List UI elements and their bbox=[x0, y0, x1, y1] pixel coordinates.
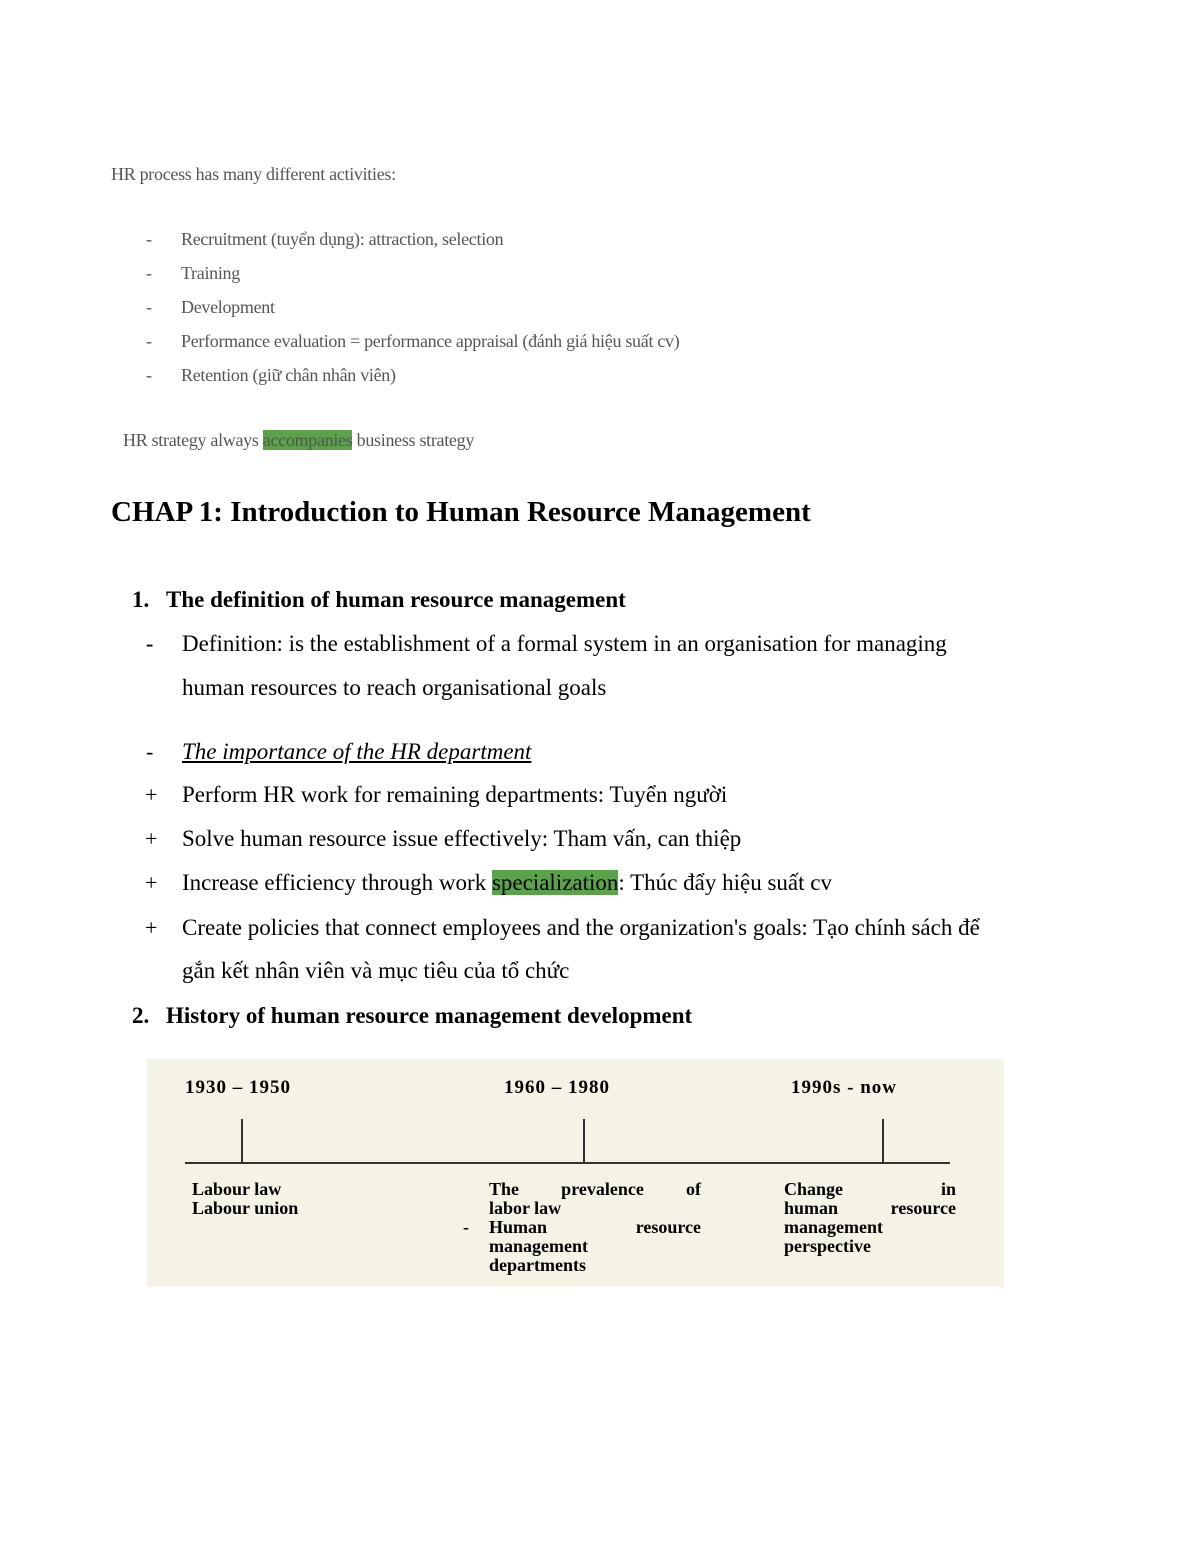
timeline-label-line: labor law bbox=[489, 1198, 562, 1218]
timeline-year: 1990s - now bbox=[791, 1077, 898, 1098]
timeline-label-line: management bbox=[784, 1217, 883, 1237]
timeline-year: 1960 – 1980 bbox=[504, 1077, 610, 1098]
plus-marker: + bbox=[145, 870, 158, 895]
plus-marker: + bbox=[145, 826, 158, 851]
timeline-label-line: perspective bbox=[784, 1236, 871, 1256]
section-number: 2. bbox=[132, 1003, 150, 1028]
timeline-tick bbox=[882, 1119, 884, 1164]
timeline-tick bbox=[583, 1119, 585, 1164]
list-item: Recruitment (tuyển dụng): attraction, selection bbox=[181, 229, 504, 249]
highlight-specialization: specialization bbox=[491, 870, 619, 895]
list-item: Retention (giữ chân nhân viên) bbox=[181, 365, 396, 385]
timeline-label bbox=[784, 1180, 956, 1256]
strategy-text: HR strategy always bbox=[123, 430, 263, 450]
list-dash: - bbox=[146, 631, 154, 656]
timeline-label-text: Human resource bbox=[489, 1217, 701, 1237]
list-dash: - bbox=[146, 739, 154, 764]
timeline-label bbox=[463, 1179, 701, 1275]
timeline-label-line bbox=[463, 1217, 701, 1237]
list-text: Increase efficiency through work bbox=[182, 870, 492, 895]
timeline-label-line: departments bbox=[489, 1255, 586, 1275]
definition-text: human resources to reach organisational goals bbox=[182, 675, 607, 700]
list-item: Perform HR work for remaining departments: Tuyển người bbox=[182, 782, 728, 807]
timeline-tick bbox=[241, 1119, 243, 1164]
intro-lead: HR process has many different activities: bbox=[111, 164, 396, 184]
list-item: Training bbox=[181, 263, 240, 283]
list-item: Development bbox=[181, 297, 275, 317]
timeline-label-line: Change in bbox=[784, 1179, 956, 1199]
strategy-line bbox=[123, 430, 474, 451]
list-item: Solve human resource issue effectively: Tham vấn, can thiệp bbox=[182, 826, 742, 851]
list-item: Create policies that connect employees and the organization's goals: Tạo chính sách để bbox=[182, 915, 980, 940]
strategy-text: business strategy bbox=[352, 430, 475, 450]
list-item bbox=[182, 870, 832, 896]
section-heading: History of human resource management development bbox=[166, 1003, 693, 1028]
timeline-label-line: The prevalence of bbox=[489, 1179, 701, 1199]
timeline-label-line: Labour law bbox=[192, 1179, 282, 1199]
section-number: 1. bbox=[132, 587, 150, 612]
list-dash: - bbox=[146, 263, 152, 283]
definition-text: Definition: is the establishment of a formal system in an organisation for managing bbox=[182, 631, 947, 656]
chapter-title: CHAP 1: Introduction to Human Resource Management bbox=[111, 496, 811, 528]
list-text: : Thúc đẩy hiệu suất cv bbox=[618, 870, 832, 895]
list-dash: - bbox=[146, 297, 152, 317]
list-item: gắn kết nhân viên và mục tiêu của tổ chức bbox=[182, 958, 570, 983]
timeline-label-line: management bbox=[489, 1236, 588, 1256]
list-dash: - bbox=[146, 365, 152, 385]
list-dash: - bbox=[146, 229, 152, 249]
importance-subheading: The importance of the HR department bbox=[182, 739, 532, 764]
list-dash: - bbox=[463, 1217, 469, 1237]
timeline-axis bbox=[185, 1162, 950, 1164]
timeline-label-line: human resource bbox=[784, 1198, 956, 1218]
section-heading: The definition of human resource management bbox=[166, 587, 626, 612]
timeline-year: 1930 – 1950 bbox=[185, 1077, 291, 1098]
list-item: Performance evaluation = performance appraisal (đánh giá hiệu suất cv) bbox=[181, 331, 680, 351]
timeline-figure bbox=[147, 1059, 1004, 1287]
highlight-accompanies: accompanies bbox=[262, 430, 353, 450]
timeline-label bbox=[192, 1180, 298, 1218]
plus-marker: + bbox=[145, 915, 158, 940]
plus-marker: + bbox=[145, 782, 158, 807]
list-dash: - bbox=[146, 331, 152, 351]
timeline-label-line: Labour union bbox=[192, 1198, 299, 1218]
